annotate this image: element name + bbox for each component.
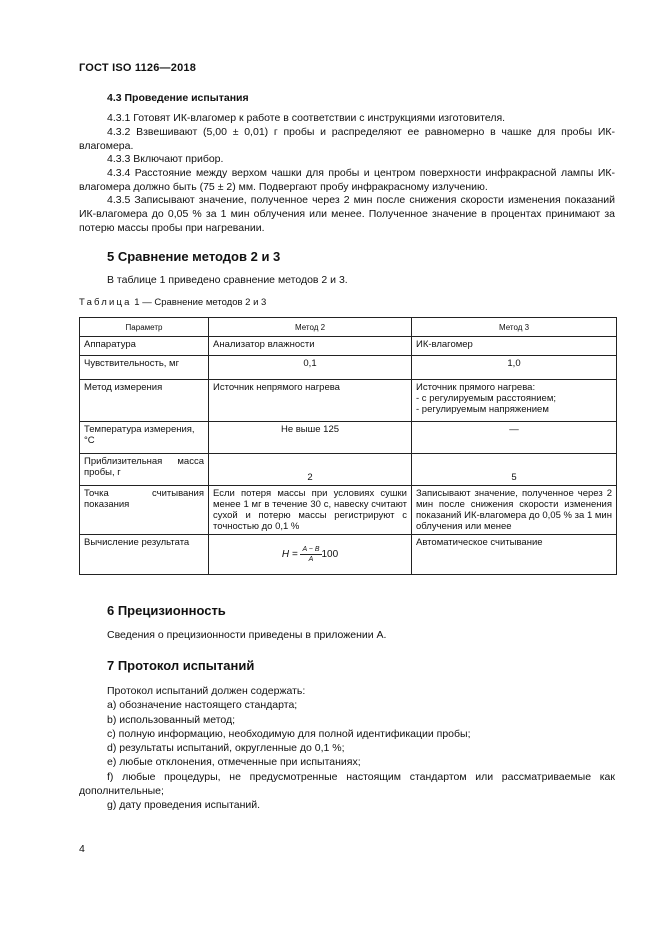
table-row	[80, 380, 617, 422]
list-item: g) дату проведения испытаний.	[107, 799, 261, 812]
formula-numerator: A − B	[302, 546, 320, 553]
table-row	[80, 337, 617, 356]
table-cell: —	[412, 422, 617, 454]
paragraph-4-3-3: 4.3.3 Включают прибор.	[107, 153, 224, 165]
table-cell	[412, 380, 617, 422]
table-cell: Автоматическое считывание	[412, 535, 617, 575]
table-cell: Вычисление результата	[80, 535, 209, 575]
table-header-cell: Метод 3	[412, 318, 617, 337]
list-item: d) результаты испытаний, округленные до 0,1 %;	[107, 742, 345, 755]
list-item: e) любые отклонения, отмеченные при испытаниях;	[107, 756, 361, 769]
method-3-list-item: - с регулируемым расстоянием;	[416, 393, 556, 404]
table-cell: 1,0	[412, 356, 617, 380]
table-row	[80, 454, 617, 486]
table-cell: Не выше 125	[209, 422, 412, 454]
section-5-heading: 5 Сравнение методов 2 и 3	[107, 249, 281, 264]
comparison-table	[79, 317, 617, 575]
table-header-cell: Параметр	[80, 318, 209, 337]
section-7-heading: 7 Протокол испытаний	[107, 658, 255, 673]
table-caption-text: 1 — Сравнение методов 2 и 3	[134, 297, 267, 308]
table-cell: Приблизительная масса пробы, г	[80, 454, 209, 486]
paragraph-4-3-1: 4.3.1 Готовят ИК-влагомер к работе в соответствии с инструкциями изготовителя.	[107, 112, 506, 124]
list-item: Протокол испытаний должен содержать:	[107, 685, 306, 697]
table-cell: Источник непрямого нагрева	[209, 380, 412, 422]
page-number: 4	[79, 843, 85, 855]
paragraph-4-3-4: 4.3.4 Расстояние между верхом чашки для пробы и центром поверхности инфракрасной лампы ИК-влагомера должно быть (75 ± 2) мм. Подвергают пробу инфракрасному излучению.	[79, 167, 615, 193]
table-cell: Метод измерения	[80, 380, 209, 422]
paragraph-4-3-5: 4.3.5 Записывают значение, полученное через 2 мин после снижения скорости изменения показаний ИК-влагомера до 0,05 % за 1 мин облучения или менее. Полученное значение в процентах принимают за потерю массы пробы при нагревании.	[79, 194, 615, 234]
table-caption-label: Таблица	[79, 297, 132, 308]
table-cell: Аппаратура	[80, 337, 209, 356]
section-6-text: Сведения о прецизионности приведены в приложении А.	[107, 629, 387, 641]
table-cell: Анализатор влажности	[209, 337, 412, 356]
list-item: f) любые процедуры, не предусмотренные настоящим стандартом или рассматриваемые как дополнительные;	[79, 770, 615, 798]
table-row	[80, 486, 617, 535]
table-header-cell: Метод 2	[209, 318, 412, 337]
list-item: c) полную информацию, необходимую для полной идентификации пробы;	[107, 727, 471, 740]
table-row	[80, 356, 617, 380]
formula-fraction	[300, 545, 321, 564]
table-cell: 5	[412, 454, 617, 486]
table-cell: Температура измерения, °С	[80, 422, 209, 454]
formula-lhs: H =	[281, 549, 298, 561]
formula-factor: 100	[321, 549, 339, 561]
table-row	[80, 422, 617, 454]
section-4-3-heading: 4.3 Проведение испытания	[107, 92, 249, 104]
table-cell: Если потеря массы при условиях сушки менее 1 мг в течение 30 с, навеску считают сухой и потерю массы регистрируют с точностью до 0,1 %	[209, 486, 412, 535]
table-row	[80, 535, 617, 575]
table-cell: Точка считывания показания	[80, 486, 209, 535]
table-cell: 2	[209, 454, 412, 486]
paragraph-4-3-2: 4.3.2 Взвешивают (5,00 ± 0,01) г пробы и распределяют ее равномерно в чашке для пробы ИК-влагомера.	[79, 126, 615, 152]
table-caption	[79, 297, 266, 308]
document-header: ГОСТ ISO 1126—2018	[79, 62, 197, 74]
formula-denominator: A	[308, 556, 314, 563]
table-header-row	[80, 318, 617, 337]
section-6-heading: 6 Прецизионность	[107, 603, 226, 618]
table-cell: 0,1	[209, 356, 412, 380]
table-cell: ИК-влагомер	[412, 337, 617, 356]
list-item: a) обозначение настоящего стандарта;	[107, 699, 298, 712]
method-3-list-item: - регулируемым напряжением	[416, 404, 549, 415]
formula-cell	[209, 535, 412, 575]
protocol-list	[79, 684, 615, 813]
list-item: b) использованный метод;	[107, 713, 236, 726]
table-cell: Записывают значение, полученное через 2 мин после снижения скорости изменения показаний ИК-влагомера до 0,05 % за 1 мин облучения или менее	[412, 486, 617, 535]
table-cell: Чувствительность, мг	[80, 356, 209, 380]
section-5-intro: В таблице 1 приведено сравнение методов 2 и 3.	[107, 274, 348, 286]
method-3-source: Источник прямого нагрева:	[416, 382, 536, 393]
